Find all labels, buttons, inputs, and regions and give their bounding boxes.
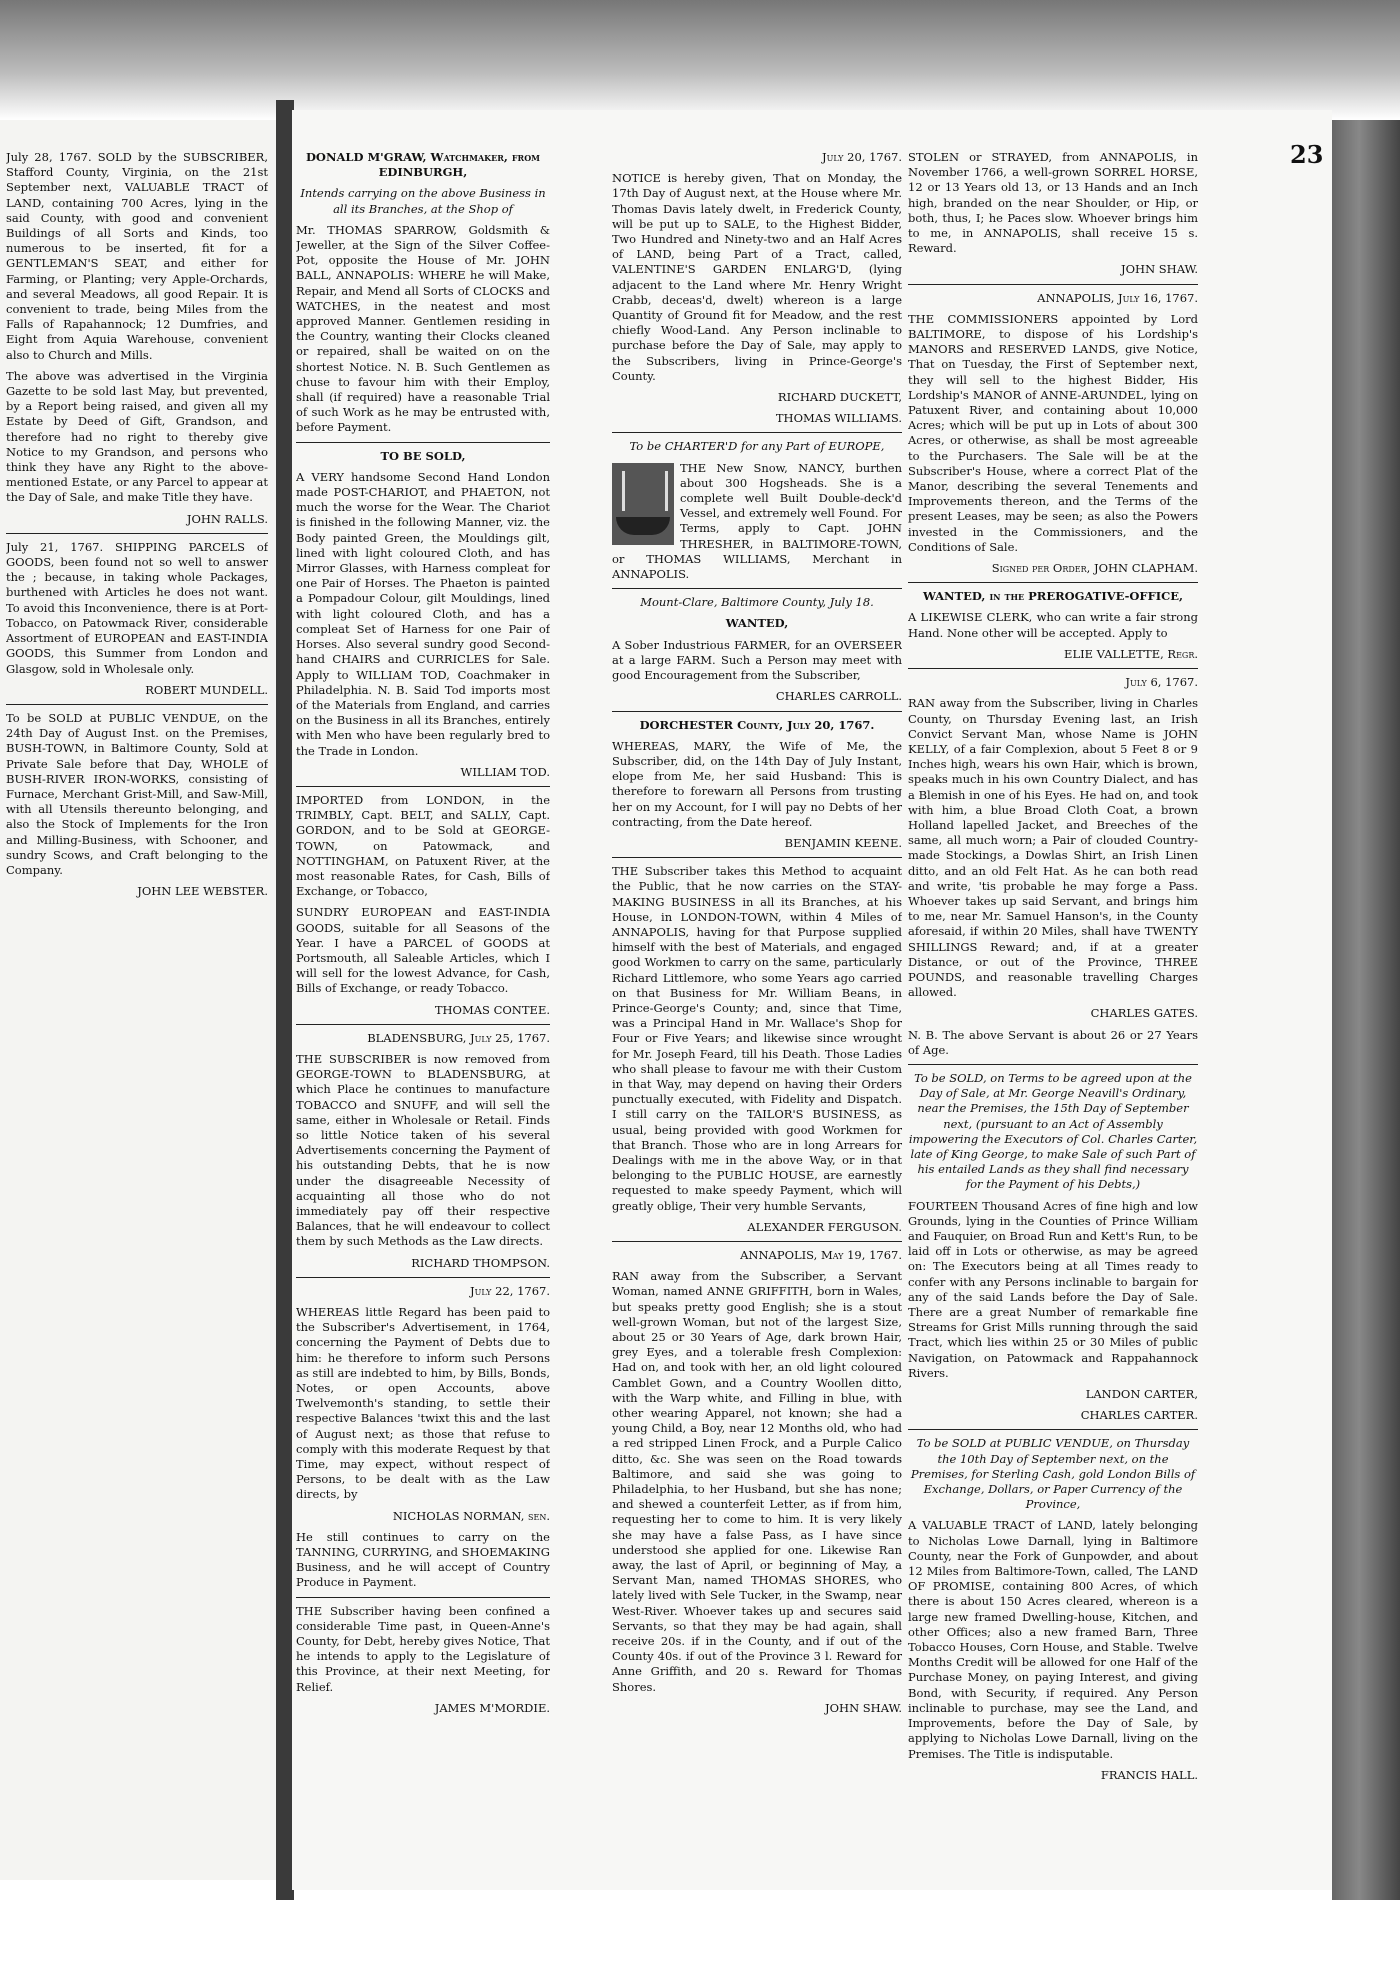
- ad-body: THE Subscriber takes this Method to acquaint the Public, that he now carries on the STAY-MAKING BUSINESS in all its Branches, at his House, in LONDON-TOWN, within 4 Miles of ANNAPOLIS, having for that Purpose supplied himself with the best of Materials, and engaged good Workmen to carry on the same, particularly Richard Littlemore, who some Years ago carried on that Business for Mr. William Beans, in Prince-George's County; and, since that Time, was a Principal Hand in Mr. Wallace's Shop for Four or Five Years; and likewise since wrought for Mr. Joseph Feard, till his Death. Those Ladies who shall please to favour me with their Custom in that Way, may depend on having their Orders punctually executed, with Fidelity and Dispatch. I still carry on the TAILOR'S BUSINESS, as usual, being provided with good Workmen for that Branch. Those who are in long Arrears for Dealings with me in the above Way, or in that belonging to the PUBLIC HOUSE, are earnestly requested to make speedy Payment, which will greatly oblige, Their very humble Servants,: [612, 864, 902, 1213]
- ad-body: A Sober Industrious FARMER, for an OVERSEER at a large FARM. Such a Person may meet with good Encouragement from the Subscriber,: [612, 637, 902, 683]
- ad-signature: CHARLES CARTER.: [1080, 1408, 1198, 1423]
- ad-heading: IMPORTED from LONDON, in the TRIMBLY, Capt. BELT, and SALLY, Capt. GORDON, and to be Sold at GEORGE-TOWN, on Patowmack, and NOTTINGHAM, on Patuxent River, at the most reasonable Rates, for Cash, Bills of Exchange, or Tobacco,: [296, 792, 550, 899]
- ad-body: NOTICE is hereby given, That on Monday, the 17th Day of August next, at the House where Mr. Thomas Davis lately dwelt, in Frederick County, will be put up to SALE, to the Highest Bidder, Two Hundred and Ninety-two and an Half Acres of LAND, being Part of a Tract, called, VALENTINE'S GARDEN ENLARG'D, (lying adjacent to the Land where Mr. Henry Wright Crabb, deceas'd, dwelt) whereon is a large Quantity of Ground fit for Meadow, and the rest chiefly Wood-Land. Any Person inclinable to purchase before the Day of Sale, may apply to the Subscribers, living in Prince-George's County.: [612, 171, 902, 383]
- column-rule: [612, 1241, 902, 1242]
- ad-signature: ELIE VALLETTE, Regr.: [1064, 646, 1198, 661]
- ad-heading: To be SOLD, on Terms to be agreed upon at the Day of Sale, at Mr. George Neavill's Ordinary, near the Premises, the 15th Day of September next, (pursuant to an Act of Assembly impowering the Executors of Col. Charles Carter, late of King George, to make Sale of such Part of his entailed Lands as they shall find necessary for the Payment of his Debts,): [908, 1070, 1198, 1192]
- ad-signature: FRANCIS HALL.: [1100, 1767, 1198, 1782]
- ad-body: SUNDRY EUROPEAN and EAST-INDIA GOODS, suitable for all Seasons of the Year. I have a PARCEL of GOODS at Portsmouth, all Saleable Articles, which I will sell for the lowest Advance, for Cash, Bills of Exchange, or ready Tobacco.: [296, 905, 550, 996]
- column-2: [612, 150, 902, 1722]
- column-rule: [296, 1024, 550, 1025]
- ad-dateline: DORCHESTER County, July 20, 1767.: [639, 717, 875, 732]
- ad-dateline: ANNAPOLIS, May 19, 1767.: [740, 1248, 902, 1262]
- ad-signature: RICHARD DUCKETT,: [777, 390, 902, 405]
- left-ad-2: July 21, 1767. SHIPPING PARCELS of GOODS, been found not so well to answer the ; because, in taking whole Packages, burthened with Articles he does not want. To avoid this Inconvenience, there is at Port-Tobacco, on Patowmack River, considerable Assortment of EUROPEAN and EAST-INDIA GOODS, this Summer from London and Glasgow, sold in Wholesale only.: [6, 539, 268, 676]
- left-ad-3: To be SOLD at PUBLIC VENDUE, on the 24th Day of August Inst. on the Premises, BUSH-TOWN, in Baltimore County, Sold at Private Sale before that Day, WHOLE of BUSH-RIVER IRON-WORKS, consisting of Furnace, Merchant Grist-Mill, and Saw-Mill, with all Utensils thereunto belonging, and also the Stock of Implements for the Iron and Milling-Business, with Schooner, and sundry Scows, and Craft belonging to the Company.: [6, 710, 268, 877]
- ad-signature: CHARLES CARROLL.: [775, 689, 902, 704]
- ad-heading: WANTED,: [725, 616, 789, 631]
- scan-shadow: [0, 0, 1400, 120]
- column-rule: [612, 857, 902, 858]
- ad-signature: Signed per Order, JOHN CLAPHAM.: [991, 561, 1198, 576]
- ad-dateline: July 6, 1767.: [1125, 675, 1198, 690]
- page-number: 23: [1290, 140, 1324, 169]
- ad-signature: THOMAS WILLIAMS.: [775, 411, 902, 426]
- ad-body: THE COMMISSIONERS appointed by Lord BALTIMORE, to dispose of his Lordship's MANORS and RESERVED LANDS, give Notice, That on Tuesday, the First of September next, they will sell to the highest Bidder, His Lordship's MANOR of ANNE-ARUNDEL, lying on Patuxent River, and containing about 10,000 Acres; which will be put up in Lots of about 300 Acres, or otherwise, as shall be most agreeable to the Purchasers. The Sale will be at the Subscriber's House, where a correct Plat of the Manor, describing the several Tenements and Improvements thereon, and the Terms of the present Leases, may be seen; as also the Powers invested in the Commissioners, and the Conditions of Sale.: [908, 311, 1198, 554]
- column-rule: [296, 1277, 550, 1278]
- column-rule: [908, 1064, 1198, 1065]
- ad-dateline: July 22, 1767.: [470, 1283, 550, 1298]
- ad-heading: To be CHARTER'D for any Part of EUROPE,: [629, 439, 885, 454]
- ad-signature: WILLIAM TOD.: [460, 764, 550, 779]
- column-rule: [908, 284, 1198, 285]
- ad-signature: LANDON CARTER,: [1085, 1387, 1198, 1402]
- ad-body: WHEREAS little Regard has been paid to the Subscriber's Advertisement, in 1764, concerning the Payment of Debts due to him: he therefore to inform such Persons as still are indebted to him, by Bills, Bonds, Notes, or open Accounts, above Twelvemonth's standing, to settle their respective Balances 'twixt this and the last of August next; as those that refuse to comply with this moderate Request by that Time, may expect, without respect of Persons, to be dealt with as the Law directs, by: [296, 1305, 550, 1502]
- ad-heading: To be SOLD at PUBLIC VENDUE, on Thursday the 10th Day of September next, on the Premises, for Sterling Cash, gold London Bills of Exchange, Dollars, or Paper Currency of the Province,: [910, 1436, 1196, 1512]
- column-rule: [296, 1597, 550, 1598]
- ad-body: THE SUBSCRIBER is now removed from GEORGE-TOWN to BLADENSBURG, at which Place he continues to manufacture TOBACCO and SNUFF, and will sell the same, either in Wholesale or Retail. Finds so little Notice taken of his several Advertisements concerning the Payment of his outstanding Debts, that he is now under the disagreeable Necessity of acquainting all those who do not immediately pay off their respective Balances, that he will endeavour to collect them by such Methods as the Law directs.: [296, 1051, 550, 1249]
- column-rule: [908, 668, 1198, 669]
- ad-heading: WANTED, in the PREROGATIVE-OFFICE,: [922, 589, 1184, 604]
- ad-body: A VALUABLE TRACT of LAND, lately belonging to Nicholas Lowe Darnall, lying in Baltimore County, near the Fork of Gunpowder, and about 12 Miles from Baltimore-Town, called, The LAND OF PROMISE, containing 800 Acres, of which there is about 150 Acres cleared, whereon is a large new framed Dwelling-house, Kitchen, and other Offices; also a new framed Barn, Three Tobacco Houses, Corn House, and Stable. Twelve Months Credit will be allowed for one Half of the Purchase Money, on paying Interest, and giving Bond, with Security, if required. Any Person inclinable to purchase, may see the Land, and Improvements, before the Day of Sale, by applying to Nicholas Lowe Darnall, living on the Premises. The Title is indisputable.: [908, 1518, 1198, 1761]
- ad-body: A LIKEWISE CLERK, who can write a fair strong Hand. None other will be accepted. Apply to: [908, 610, 1198, 640]
- column-rule: [908, 1429, 1198, 1430]
- column-3: [908, 150, 1198, 1789]
- ad-dateline: July 20, 1767.: [822, 150, 902, 164]
- column-rule: [296, 442, 550, 443]
- ad-body: RAN away from the Subscriber, a Servant Woman, named ANNE GRIFFITH, born in Wales, but speaks pretty good English; she is a stout well-grown Woman, but not of the largest Size, about 25 or 30 Years of Age, dark brown Hair, grey Eyes, and a tolerable fresh Complexion: Had on, and took with her, an old light coloured Camblet Gown, and a Country Woollen ditto, with the Warp white, and Filling in blue, with other wearing Apparel, not known; she had a young Child, a Boy, near 12 Months old, who had a red stripped Linen Frock, and a Purple Calico ditto, &c. She was seen on the Road towards Baltimore, and said she was going to Philadelphia, to her Husband, but she has none; and shewed a counterfeit Letter, as if from him, requesting her to come to him. It is very likely she may have a false Pass, as I have since understood she applied for one. Likewise Ran away, the last of April, or beginning of May, a Servant Man, named THOMAS SHORES, who lately lived with Sele Tucker, in the Swamp, near West-River. Whoever takes up and secures said Servants, so that they may be had again, shall receive 20s. if in the County, and if out of the County 40s. if out of the Province 3 l. Reward for Anne Griffith, and 20 s. Reward for Thomas Shores.: [612, 1269, 902, 1694]
- ad-signature: ALEXANDER FERGUSON.: [747, 1219, 902, 1234]
- ad-body: STOLEN or STRAYED, from ANNAPOLIS, in November 1766, a well-grown SORREL HORSE, 12 or 13 Years old 13, or 13 Hands and an Inch high, branded on the near Shoulder, or Hip, or both, thus, I; he Paces slow. Whoever brings him to me, in ANNAPOLIS, shall receive 15 s. Reward.: [908, 150, 1198, 256]
- ad-signature: JOHN SHAW.: [1121, 262, 1198, 277]
- ad-body: A VERY handsome Second Hand London made POST-CHARIOT, and PHAETON, not much the worse for the Wear. The Chariot is finished in the following Manner, viz. the Body painted Green, the Mouldings gilt, lined with light coloured Cloth, and has Mirror Glasses, with Harness compleat for one Pair of Horses. The Phaeton is painted a Pompadour Colour, gilt Mouldings, lined with light coloured Cloth, and has a compleat Set of Harness for one Pair of Horses. Also several sundry good Second-hand CHAIRS and CURRICLES for Sale. Apply to WILLIAM TOD, Coachmaker in Philadelphia. N. B. Said Tod imports most of the Materials from England, and carries on the Business in all its Branches, entirely with Men who have been regularly bred to the Trade in London.: [296, 469, 550, 758]
- left-page-column: [6, 150, 268, 905]
- ad-body: RAN away from the Subscriber, living in Charles County, on Thursday Evening last, an Irish Convict Servant Man, whose Name is JOHN KELLY, of a fair Complexion, about 5 Feet 8 or 9 Inches high, wears his own Hair, which is brown, speaks much in his own Country Dialect, and has a Blemish in one of his Eyes. He had on, and took with him, a blue Broad Cloth Coat, a brown Holland lapelled Jacket, and Breeches of the same, all much worn; a Pair of clouded Country-made Stockings, a Dowlas Shirt, an Irish Linen ditto, and an old Felt Hat. As he can both read and write, 'tis probable he may forge a Pass. Whoever takes up said Servant, and brings him to me, near Mr. Samuel Hanson's, in the County aforesaid, if within 20 Miles, shall have TWENTY SHILLINGS Reward; and, if at a greater Distance, or out of the Province, THREE POUNDS, and reasonable travelling Charges allowed.: [908, 696, 1198, 1000]
- left-ad-1: July 28, 1767. SOLD by the SUBSCRIBER, Stafford County, Virginia, on the 21st September next, VALUABLE TRACT of LAND, containing 700 Acres, lying in the said County, with good and convenient Buildings of all Sorts and Kinds, too numerous to be inserted, fit for a GENTLEMAN'S SEAT, and either for Farming, or Planting; very Apple-Orchards, and several Meadows, all good Repair. It is convenient to trade, being Miles from the Falls of Rapahannock; 12 Dumfries, and Eight from Aquia Warehouse, convenient also to Church and Mills.: [6, 150, 268, 362]
- ad-dateline: ANNAPOLIS, July 16, 1767.: [1037, 290, 1198, 305]
- ad-body: THE Subscriber having been confined a considerable Time past, in Queen-Anne's County, for Debt, hereby gives Notice, That he intends to apply to the Legislature of this Province, at their next Meeting, for Relief.: [296, 1603, 550, 1694]
- column-rule: [6, 533, 268, 534]
- ad-dateline: BLADENSBURG, July 25, 1767.: [367, 1030, 550, 1045]
- ad-subheading: Intends carrying on the above Business in all its Branches, at the Shop of: [300, 186, 546, 216]
- column-rule: [612, 432, 902, 433]
- ship-woodcut-icon: [612, 463, 674, 545]
- ad-dateline: Mount-Clare, Baltimore County, July 18.: [640, 595, 874, 610]
- column-rule: [908, 582, 1198, 583]
- ad-body: Mr. THOMAS SPARROW, Goldsmith & Jeweller, at the Sign of the Silver Coffee-Pot, opposite the House of Mr. JOHN BALL, ANNAPOLIS: WHERE he will Make, Repair, and Mend all Sorts of CLOCKS and WATCHES, in the neatest and most approved Manner. Gentlemen residing in the Country, wanting their Clocks cleaned or repaired, shall be waited on on the shortest Notice. N. B. Such Gentlemen as chuse to favour him with their Employ, shall (if required) have a reasonable Trial of such Work as he may be entrusted with, before Payment.: [296, 222, 550, 435]
- left-ad-1-signature: JOHN RALLS.: [186, 511, 268, 526]
- column-rule: [612, 588, 902, 589]
- ad-heading: DONALD M'GRAW, Watchmaker, from EDINBURGH,: [305, 150, 541, 180]
- ad-note: N. B. The above Servant is about 26 or 27 Years of Age.: [908, 1027, 1198, 1057]
- ad-heading: TO BE SOLD,: [380, 448, 466, 463]
- ad-signature: JOHN SHAW.: [825, 1700, 902, 1715]
- ad-body: WHEREAS, MARY, the Wife of Me, the Subscriber, did, on the 14th Day of July Instant, elope from Me, her said Husband: This is therefore to forewarn all Persons from trusting her on my Account, for I will pay no Debts of her contracting, from the Date hereof.: [612, 738, 902, 829]
- column-rule: [6, 704, 268, 705]
- ship-ad: [612, 461, 902, 583]
- column-1: [296, 150, 550, 1722]
- column-rule: [296, 786, 550, 787]
- ad-signature: RICHARD THOMPSON.: [411, 1255, 550, 1270]
- ad-body: THE New Snow, NANCY, burthen about 300 Hogsheads. She is a complete well Built Double-deck'd Vessel, and extremely well Found. For Terms, apply to Capt. JOHN THRESHER, in BALTIMORE-TOWN, or THOMAS WILLIAMS, Merchant in ANNAPOLIS.: [612, 460, 902, 582]
- column-rule: [612, 711, 902, 712]
- left-ad-2-signature: ROBERT MUNDELL.: [145, 682, 268, 697]
- left-ad-1-cont: The above was advertised in the Virginia Gazette to be sold last May, but prevented, by a Report being raised, and given all my Estate by Deed of Gift, Grandson, and therefore had no right to thereby give Notice to my Grandson, and persons who think they have any Right to the above-mentioned Estate, or any Parcel to appear at the Day of Sale, and make Title they have.: [6, 368, 268, 505]
- ad-body: FOURTEEN Thousand Acres of fine high and low Grounds, lying in the Counties of Prince William and Fauquier, on Broad Run and Kett's Run, to be laid off in Lots or otherwise, as may be agreed on: The Executors being at all Times ready to confer with any Persons inclinable to bargain for any of the said Lands before the Day of Sale. There are a great Number of remarkable fine Streams for Grist Mills running through the said Tract, which lies within 25 or 30 Miles of public Navigation, on Patowmack and Rappahannock Rivers.: [908, 1198, 1198, 1380]
- left-ad-3-signature: JOHN LEE WEBSTER.: [137, 884, 268, 899]
- ad-signature: JAMES M'MORDIE.: [434, 1700, 550, 1715]
- book-binding: [1332, 120, 1400, 1900]
- ad-signature: THOMAS CONTEE.: [434, 1002, 550, 1017]
- ad-signature: BENJAMIN KEENE.: [784, 835, 902, 850]
- ad-body: He still continues to carry on the TANNING, CURRYING, and SHOEMAKING Business, and he will accept of Country Produce in Payment.: [296, 1529, 550, 1590]
- ad-signature: NICHOLAS NORMAN, sen.: [392, 1508, 550, 1523]
- ad-signature: CHARLES GATES.: [1090, 1006, 1198, 1021]
